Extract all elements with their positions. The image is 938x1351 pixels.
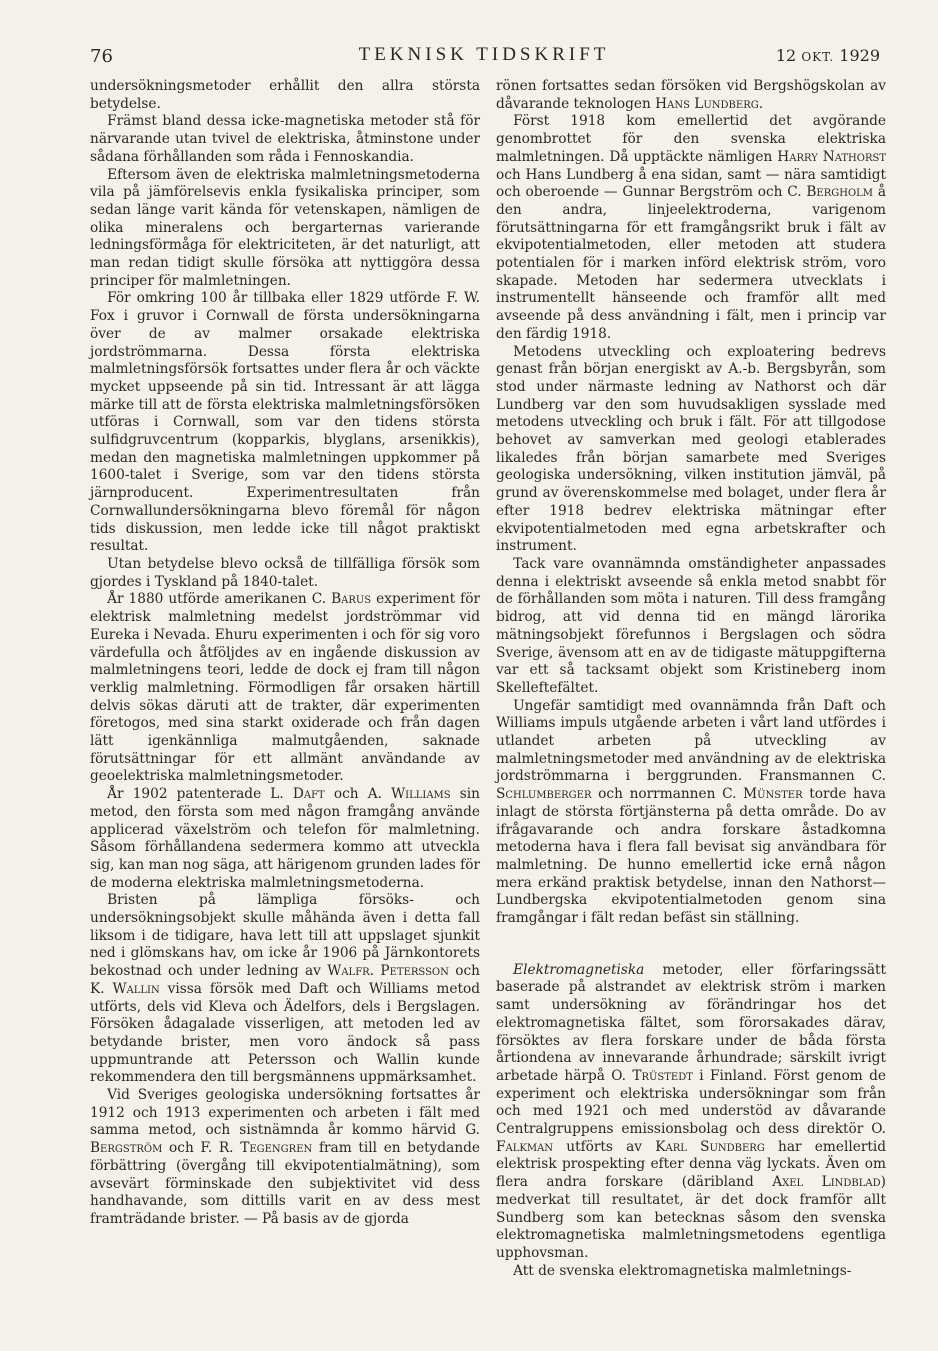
- person-name: Harry Nathorst: [777, 148, 887, 165]
- text-run: utförts av: [553, 1138, 656, 1155]
- person-name: Schlumberger: [496, 786, 592, 803]
- text-run: Bristen på lämpliga försöks- och undersökningsobjekt skulle måhända även i detta fall liksom i de tidigare, hava lett till att uppslaget sjunkit ned i glömskans hav, om icke år 1906 på Järnkontorets bekostnad och under ledning av: [90, 892, 480, 980]
- text-run: År 1902 patenterade L.: [107, 786, 293, 803]
- text-run: rönen fortsattes sedan försöken vid Bergshögskolan av dåvarande teknologen: [496, 78, 886, 112]
- paragraph: [496, 113, 886, 343]
- paragraph: [496, 962, 886, 1263]
- paragraph: [90, 892, 480, 1087]
- person-name: Walfr. Petersson: [327, 963, 449, 980]
- person-name: Münster: [743, 786, 803, 803]
- person-name: Bergholm: [806, 184, 874, 201]
- text-run: Först 1918 kom emellertid det avgörande genombrottet för den svenska elektriska malmletningen. Då upptäckte nämligen: [496, 113, 886, 165]
- text-run: i Finland. Först genom de experiment och elektriska undersökningar som från och med 1921 och med understöd av dåvarande Centralgruppens emissionsbolag och dess direktör O.: [496, 1067, 886, 1138]
- left-column: [90, 78, 480, 1229]
- text-run: ) medverkat till resultatet, är det dock framför allt Sundberg som kan betecknas såsom den svenska elektromagnetiska malmletningsmetodens egentliga upphovsman.: [496, 1174, 886, 1261]
- person-name: Axel Lindblad: [772, 1174, 881, 1191]
- paragraph: [496, 698, 886, 928]
- paragraph: Att de svenska elektromagnetiska malmletnings-: [513, 1262, 852, 1279]
- date-year: 1929: [839, 46, 880, 65]
- date-month: OKT.: [801, 50, 835, 64]
- text-run: torde hava inlagt de största förtjänsterna på detta område. Do av ifrågavarande och andra forskare åstadkomna metoderna hava i flera fall bevisat sig användbara för malmletning. De hunno emellertid icke ernå någon mera erkänd praktisk betydelse, innan den Nathorst—Lundbergska ekvipotentialmetoden genom sina framgångar i fält redan befäst sin ställning.: [496, 786, 886, 927]
- text-run: och A.: [324, 786, 392, 803]
- text-run: och K.: [90, 963, 480, 997]
- paragraph: [496, 78, 886, 113]
- paragraph: För omkring 100 år tillbaka eller 1829 utförde F. W. Fox i gruvor i Cornwall de första undersökningarna över de av malmer orsakade elektriska jordströmmarna. Dessa första elektriska malmletningsförsök fortsattes under flera år och väckte mycket uppseende på sin tid. Intressant är att lägga märke till att de första elektriska malmletningsförsöken utföras i Cornwall, som var den tidens största sulfidgruvcentrum (kopparkis, blyglans, arsenikkis), medan den magnetiska malmletningen uppkommer på 1600-talet i Sverige, som var den tidens största järnproducent. Experimentresultaten från Cornwallundersökningarna blevo föremål för någon tids diskussion, men ledde icke till något praktiskt resultat.: [90, 290, 480, 555]
- italic-term: Elektromagnetiska: [513, 961, 645, 978]
- issue-date: [776, 46, 880, 65]
- paragraph: Tack vare ovannämnda omständigheter anpassades denna i elektriskt avseende så enkla metod snabbt för de förhållanden som möta i naturen. Till dess framgång bidrog, att vid denna tid en mängd lärorika mätningsobjekt förefunnos i Bergslagen och södra Sverige, ävensom att en av de tidigaste mätuppgifterna var ett så tacksamt objekt som Kristineberg inom Skelleftefältet.: [496, 555, 886, 696]
- paragraph: [90, 786, 480, 892]
- paragraph: undersökningsmetoder erhållit den allra största betydelse.: [90, 78, 480, 112]
- text-run: metoder, eller förfaringssätt baserade på alstrandet av elektrisk ström i marken samt undersökning av förändringar hos det elektromagnetiska fältet, som förorsakades därav, försöktes av flera forskare under de båda första årtiondena av innevarande århundrade; särskilt ivrigt arbetade härpå O.: [496, 961, 886, 1084]
- text-run: och F. R.: [162, 1140, 241, 1157]
- person-name: Tegengren: [240, 1140, 313, 1157]
- page-header: [88, 40, 880, 68]
- text-run: och norrmannen C.: [591, 786, 744, 803]
- person-name: Hans Lundberg: [655, 95, 759, 112]
- journal-title: TEKNISK TIDSKRIFT: [358, 44, 610, 65]
- paragraph: [90, 1087, 480, 1229]
- paragraph: Främst bland dessa icke-magnetiska metoder stå för närvarande utan tvivel de elektriska, åtminstone under sådana förhållanden som råda i Fennoskandia.: [90, 113, 480, 165]
- person-name: Bergström: [90, 1140, 163, 1157]
- person-name: Karl Sundberg: [655, 1138, 765, 1155]
- text-run: å den andra, linjeelektroderna, varigenom förutsättningarna för ett framgångsrikt bruk i fält av ekvipotentialmetoden, eller metoden att studera potentialen för i marken införd elektrisk ström, voro skapade. Metoden har sedermera utvecklats i instrumentellt hänseende och framför allt med avseende på dess användning i fält, men i princip var den färdig 1918.: [496, 184, 886, 342]
- text-run: vissa försök med Daft och Williams metod utförts, dels vid Kleva och Ädelfors, dels i Bergslagen. Försöken ådagalade visserligen, att metoden led av betydande brister, men voro ändock så pass uppmuntrande att Petersson och Wallin kunde rekommendera den till bergsmännens uppmärksamhet.: [90, 980, 480, 1086]
- paragraph: Eftersom även de elektriska malmletningsmetoderna vila på jämförelsevis enkla fysikaliska principer, som sedan länge varit kända för vetenskapen, nämligen de olika mineralens och bergarternas varierande ledningsförmåga för elektriciteten, är det naturligt, att man redan tidigt skulle försöka att nyttiggöra dessa principer för malmletningen.: [90, 166, 480, 289]
- text-run: År 1880 utförde amerikanen C.: [107, 591, 332, 608]
- text-run: och Hans Lundberg å ena sidan, samt — nära samtidigt och oberoende — Gunnar Bergström och C.: [496, 166, 886, 201]
- date-day: 12: [775, 46, 797, 65]
- person-name: Barus: [331, 591, 372, 608]
- page-number: 76: [90, 46, 113, 67]
- person-name: Daft: [292, 786, 325, 803]
- right-column: [496, 78, 886, 1280]
- person-name: Wallin: [112, 980, 160, 997]
- text-run: sin metod, den första som med någon framgång använde applicerad växelström och telefon för malmletning. Såsom förhållandena sedermera kommo att utveckla sig, kan man nog säga, att härigenom grunden lades för de moderna elektriska malmletningsmetoderna.: [90, 786, 481, 891]
- text-run: fram till en betydande förbättring (övergång till ekvipotentialmätning), som avsevärt förminskade den subjektivitet vid dess handhavande, som dittills varit en av dess mest framträdande brister. — På basis av de gjorda: [90, 1140, 480, 1227]
- text-run: Ungefär samtidigt med ovannämnda från Daft och Williams impuls utgående arbeten i vårt land utfördes i utlandet arbeten på utveckling av malmletningsmetoder med användning av de elektriska jordströmmarna i berggrunden. Fransmannen C.: [496, 697, 886, 785]
- text-run: .: [758, 95, 764, 112]
- text-run: har emellertid elektrisk prospekting efter denna väg lyckats. Även om flera andra forskare (däribland: [496, 1138, 886, 1191]
- paragraph: Utan betydelse blevo också de tillfälliga försök som gjordes i Tyskland på 1840-talet.: [90, 555, 480, 590]
- person-name: Williams: [391, 786, 451, 803]
- person-name: Trüstedt: [632, 1067, 693, 1084]
- paragraph: [90, 591, 480, 786]
- text-run: experiment för elektrisk malmletning medelst jordströmmar vid Eureka i Nevada. Ehuru experimenten i och för sig voro värdefulla och åtföljdes av en ingående diskussion av malmletningens teori, ledde de dock ej fram till någon verklig malmletning. Förmodligen får orsaken härtill delvis sökas däruti att de trakter, där experimenten företogos, med sina starkt oxiderade och från dagen lätt igenkännliga malmutgåenden, saknade förutsättningar för ett allmänt användande av geoelektriska malmletningsmetoder.: [90, 591, 480, 785]
- text-run: Vid Sveriges geologiska undersökning fortsattes år 1912 och 1913 experimenten och arbeten i fält med samma metod, och sistnämnda år kommo härvid G.: [90, 1087, 480, 1139]
- paragraph: Metodens utveckling och exploatering bedrevs genast från början energiskt av A.-b. Bergsbyrån, som stod under närmaste ledning av Nathorst och där Lundberg var den som huvudsakligen sysslade med metodens utveckling och bruk i fält. För att tillgodose behovet av samverkan med geologi etablerades likaledes från början samarbete med Sveriges geologiska undersökning, vilken institution jämväl, på grund av överenskommelse med bolaget, under flera år efter 1918 bedrev elektriska mätningar efter ekvipotentialmetoden med egna arbetskrafter och instrument.: [496, 343, 886, 555]
- person-name: Falkman: [496, 1138, 554, 1155]
